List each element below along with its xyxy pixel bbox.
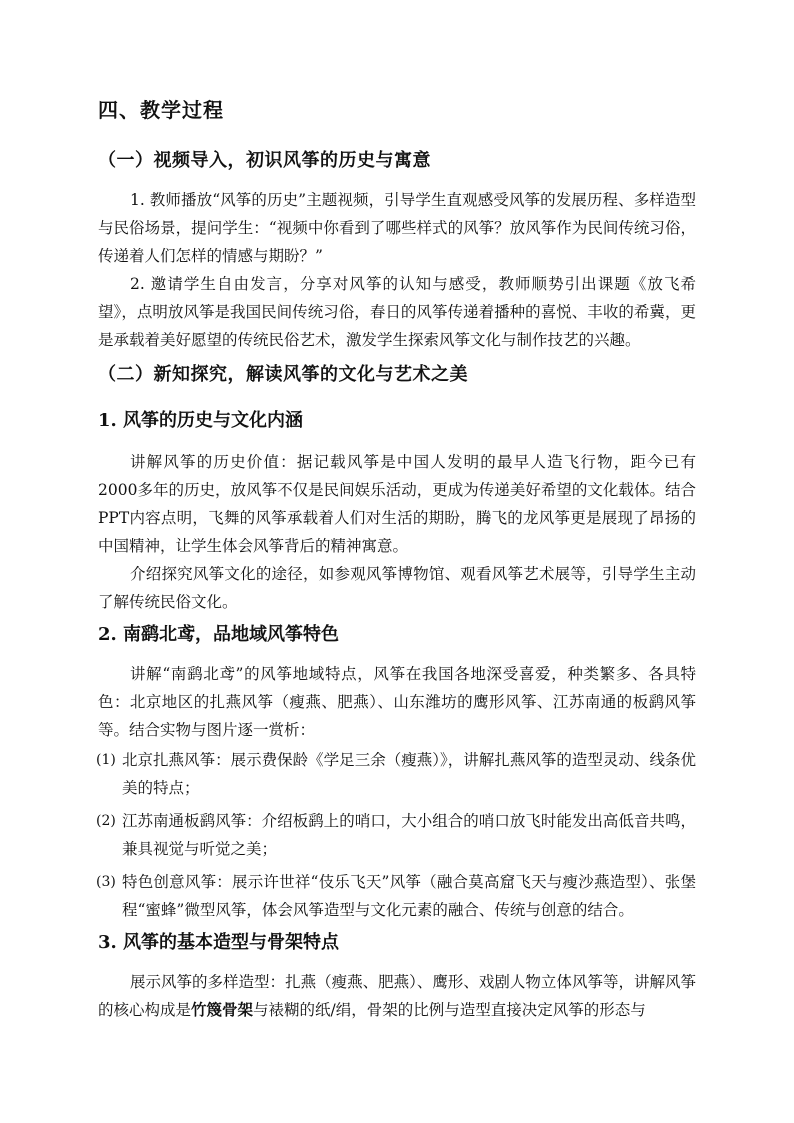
sub2-heading: 2. 南鹞北鸢，品地域风筝特色 [98, 624, 340, 645]
list-item [96, 868, 696, 924]
sub1-heading: 1. 风筝的历史与文化内涵 [98, 410, 304, 431]
list-item-number: (1) [96, 752, 116, 768]
part2-heading: （二）新知探究，解读风筝的文化与艺术之美 [98, 364, 468, 385]
list-item [96, 746, 696, 802]
sub2-paragraph-1: 讲解“南鹞北鸢”的风筝地域特点，风筝在我国各地深受喜爱，种类繁多、各具特色：北京地区的扎燕风筝（瘦燕、肥燕）、山东潍坊的鹰形风筝、江苏南通的板鹞风筝等。结合实物与图片逐一赏析： [98, 665, 696, 739]
sub3-heading: 3. 风筝的基本造型与骨架特点 [98, 932, 340, 953]
list-item-text: 特色创意风筝：展示许世祥“伎乐飞天”风筝（融合莫高窟飞天与瘦沙燕造型）、张堡程“蜜蜂”微型风筝，体会风筝造型与文化元素的融合、传统与创意的结合。 [122, 873, 696, 919]
part1-heading: （一）视频导入，初识风筝的历史与寓意 [98, 150, 431, 171]
sub3-paragraph-1 [98, 968, 696, 1024]
sub3-text-a: 展示风筝的多样造型：扎燕（瘦燕、肥燕）、鹰形、戏剧人物立体风筝等，讲解风筝的核心构成是 [98, 973, 696, 1019]
sub1-paragraph-2: 介绍探究风筝文化的途径，如参观风筝博物馆、观看风筝艺术展等，引导学生主动了解传统民俗文化。 [98, 565, 696, 611]
list-item-number: (3) [96, 874, 116, 890]
section-title: 四、教学过程 [98, 98, 224, 122]
list-item-text: 北京扎燕风筝：展示费保龄《学足三余（瘦燕）》，讲解扎燕风筝的造型灵动、线条优美的特点； [122, 751, 696, 797]
part1-paragraph-1: 1. 教师播放“风筝的历史”主题视频，引导学生直观感受风筝的发展历程、多样造型与民俗场景，提问学生：“视频中你看到了哪些样式的风筝？放风筝作为民间传统习俗，传递着人们怎样的情感与期盼？” [98, 191, 696, 265]
list-item-text: 江苏南通板鹞风筝：介绍板鹞上的哨口，大小组合的哨口放飞时能发出高低音共鸣，兼具视觉与听觉之美； [122, 812, 696, 858]
sub3-text-bold: 竹篾骨架 [191, 1000, 254, 1019]
sub1-paragraph-1: 讲解风筝的历史价值：据记载风筝是中国人发明的最早人造飞行物，距今已有2000多年的历史，放风筝不仅是民间娱乐活动，更成为传递美好希望的文化载体。结合PPT内容点明，飞舞的风筝承载着人们对生活的期盼，腾飞的龙风筝更是展现了昂扬的中国精神，让学生体会风筝背后的精神寓意。 [98, 453, 696, 555]
list-item-number: (2) [96, 813, 116, 829]
kite-list [96, 746, 696, 929]
sub3-text-b: 与裱糊的纸/绢，骨架的比例与造型直接决定风筝的形态与 [253, 1001, 646, 1019]
list-item [96, 807, 696, 863]
part1-paragraph-2: 2. 邀请学生自由发言，分享对风筝的认知与感受，教师顺势引出课题《放飞希望》，点明放风筝是我国民间传统习俗，春日的风筝传递着播种的喜悦、丰收的希冀，更是承载着美好愿望的传统民俗艺术，激发学生探索风筝文化与制作技艺的兴趣。 [98, 275, 696, 349]
